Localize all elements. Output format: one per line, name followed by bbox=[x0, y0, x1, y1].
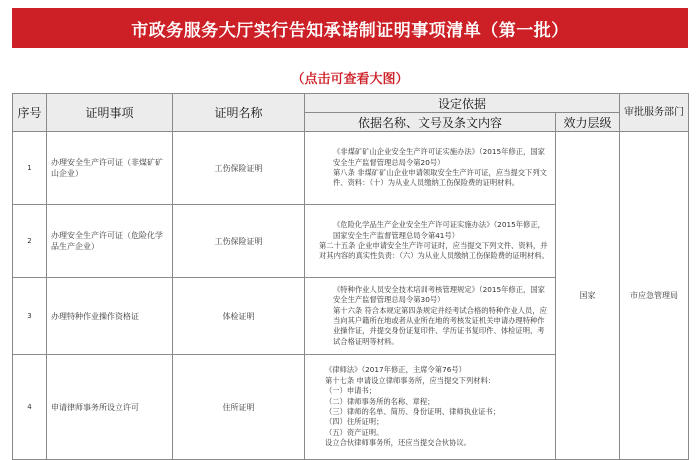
basis-article: 第十六条 符合本规定第四条规定并经考试合格的特种作业人员，应当向其户籍所在地或者从业所在地的考核发证机关申请办理特种作业操作证，并提交身份证复印件、学历证书复印件、体检证明、考试合格证明等材料。 bbox=[333, 305, 547, 346]
header-basis: 设定依据 bbox=[305, 94, 620, 113]
header-effect-level: 效力层级 bbox=[556, 113, 620, 132]
approval-dept-cell: 市应急管理局 bbox=[620, 132, 689, 460]
row-item: 办理安全生产许可证（危险化学品生产企业） bbox=[47, 205, 173, 278]
row-item: 办理安全生产许可证（非煤矿矿山企业） bbox=[47, 132, 173, 205]
basis-clause: （一）申请书； bbox=[325, 386, 377, 396]
table-row bbox=[13, 132, 689, 205]
row-basis bbox=[305, 278, 556, 355]
row-seq: 4 bbox=[13, 355, 47, 460]
row-cert-name: 工伤保险证明 bbox=[173, 132, 305, 205]
row-cert-name: 住所证明 bbox=[173, 355, 305, 460]
certification-items-table bbox=[12, 93, 689, 460]
basis-doc-title: 《律师法》（2017年修正，主席令第76号） bbox=[325, 365, 466, 375]
view-large-image-link[interactable]: （点击可查看大图） bbox=[291, 72, 409, 87]
header-item: 证明事项 bbox=[47, 94, 173, 132]
page-title: 市政务服务大厅实行告知承诺制证明事项清单（第一批） bbox=[12, 8, 688, 48]
basis-doc-title: 《危险化学品生产企业安全生产许可证实施办法》（2015年修正，国家安全生产监督管理总局令第41号） bbox=[333, 220, 545, 240]
row-basis bbox=[305, 355, 556, 460]
basis-doc-title: 《特种作业人员安全技术培训考核管理规定》（2015年修正，国家安全生产监督管理总局令第30号） bbox=[333, 284, 545, 305]
row-seq: 2 bbox=[13, 205, 47, 278]
basis-article: 第十七条 申请设立律师事务所，应当提交下列材料： bbox=[325, 375, 496, 385]
row-cert-name: 工伤保险证明 bbox=[173, 205, 305, 278]
basis-clause: （二）律师事务所的名称、章程； bbox=[325, 396, 435, 406]
row-item: 申请律师事务所设立许可 bbox=[47, 355, 173, 460]
basis-clause: （五）资产证明。 bbox=[325, 427, 384, 437]
header-basis-doc: 依据名称、文号及条文内容 bbox=[305, 113, 556, 132]
row-item: 办理特种作业操作资格证 bbox=[47, 278, 173, 355]
basis-article: 第八条 非煤矿矿山企业申请领取安全生产许可证，应当提交下列文件、资料：（十）为从业人员缴纳工伤保险费的证明材料。 bbox=[333, 168, 547, 188]
basis-article: 第二十五条 企业申请安全生产许可证时，应当提交下列文件、资料，并对其内容的真实性负责：（六）为从业人员缴纳工伤保险费的证明材料。 bbox=[319, 241, 549, 261]
basis-clause: （四）住所证明； bbox=[325, 417, 384, 427]
header-seq: 序号 bbox=[13, 94, 47, 132]
row-basis bbox=[305, 132, 556, 205]
effect-level-cell: 国家 bbox=[556, 132, 620, 460]
basis-doc-title: 《非煤矿矿山企业安全生产许可证实施办法》（2015年修正，国家安全生产监督管理总局令第20号） bbox=[333, 147, 545, 167]
header-approval-dept: 审批服务部门 bbox=[620, 94, 689, 132]
row-seq: 1 bbox=[13, 132, 47, 205]
row-seq: 3 bbox=[13, 278, 47, 355]
row-basis bbox=[305, 205, 556, 278]
basis-note: 设立合伙律师事务所，还应当提交合伙协议。 bbox=[325, 438, 471, 448]
basis-clause: （三）律师的名单、简历、身份证明、律师执业证书； bbox=[325, 407, 501, 416]
header-cert-name: 证明名称 bbox=[173, 94, 305, 132]
row-cert-name: 体检证明 bbox=[173, 278, 305, 355]
